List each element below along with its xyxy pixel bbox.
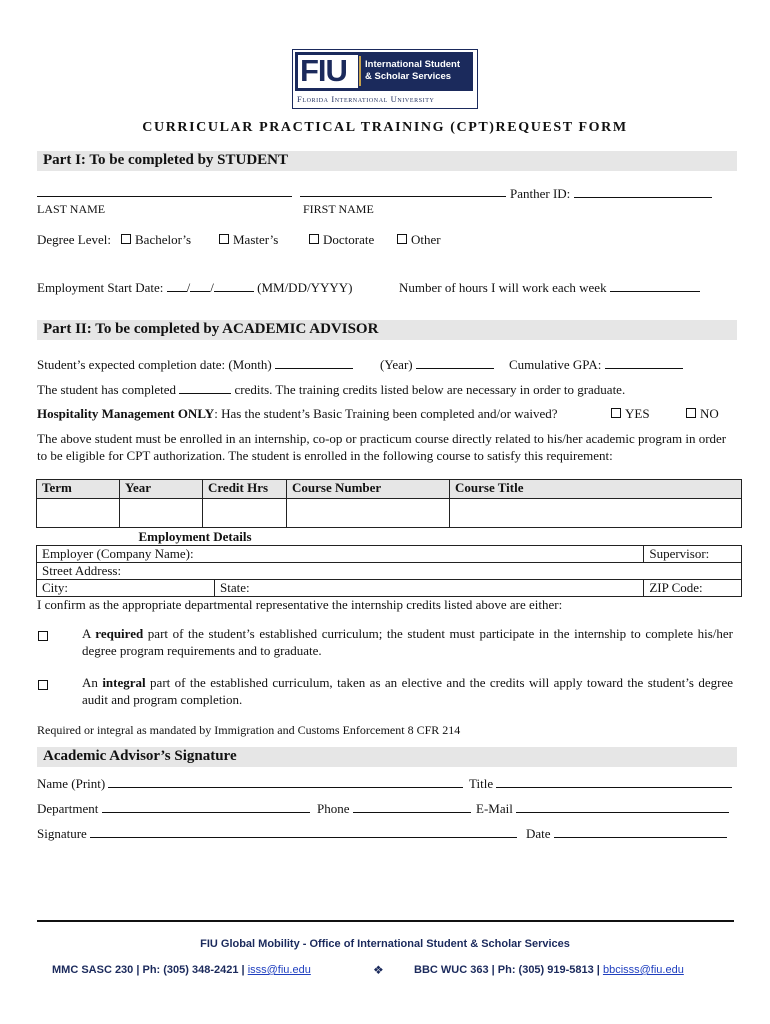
confirm-text: I confirm as the appropriate departmental representative the internship credits listed above are either: <box>37 597 563 612</box>
mandate-note: Required or integral as mandated by Immigration and Customs Enforcement 8 CFR 214 <box>37 723 461 737</box>
first-name-label: FIRST NAME <box>303 202 374 216</box>
footer-mmc: MMC SASC 230 | Ph: (305) 348-2421 | isss@fiu.edu <box>52 964 311 976</box>
bbc-email-link[interactable]: bbcisss@fiu.edu <box>602 964 684 976</box>
col-course-number: Course Number <box>287 480 450 499</box>
col-course-title: Course Title <box>450 480 742 499</box>
hospitality-no-checkbox[interactable]: NO <box>686 406 719 422</box>
col-credit-hrs: Credit Hrs <box>203 480 287 499</box>
footer-office: FIU Global Mobility - Office of International Student & Scholar Services <box>200 938 570 950</box>
name-line-first[interactable] <box>300 185 506 201</box>
panther-id-label: Panther ID: <box>510 186 571 201</box>
required-checkbox[interactable] <box>38 628 52 646</box>
part2-header: Part II: To be completed by ACADEMIC ADVISOR <box>37 320 737 340</box>
employer-field[interactable]: Employer (Company Name): <box>37 546 644 563</box>
degree-masters-checkbox[interactable]: Master’s <box>219 232 278 248</box>
footer-separator: ❖ <box>373 963 384 977</box>
completion-year-field[interactable]: (Year) <box>380 357 494 373</box>
part1-header: Part I: To be completed by STUDENT <box>37 151 737 171</box>
hours-per-week-field[interactable]: Number of hours I will work each week <box>399 280 700 296</box>
logo-line1: International Student <box>365 59 460 70</box>
course-table-row <box>37 499 742 528</box>
employment-details-header: Employment Details <box>138 529 252 544</box>
year-cell[interactable] <box>120 499 203 528</box>
signature-header: Academic Advisor’s Signature <box>37 747 737 767</box>
course-table-header <box>37 480 742 499</box>
zip-field[interactable]: ZIP Code: <box>644 580 742 597</box>
hospitality-yes-checkbox[interactable]: YES <box>611 406 650 422</box>
street-address-field[interactable]: Street Address: <box>37 563 742 580</box>
course-table <box>36 479 742 528</box>
date-field[interactable]: Date <box>526 826 727 842</box>
term-cell[interactable] <box>37 499 120 528</box>
degree-level-row <box>37 232 111 248</box>
degree-doctorate-checkbox[interactable]: Doctorate <box>309 232 374 248</box>
logo-line2: & Scholar Services <box>365 71 452 82</box>
hospitality-question: Hospitality Management ONLY: Has the student’s Basic Training been completed and/or waived? <box>37 406 558 421</box>
col-term: Term <box>37 480 120 499</box>
degree-level-label: Degree Level: <box>37 232 111 247</box>
degree-bachelors-checkbox[interactable]: Bachelor’s <box>121 232 191 248</box>
title-field[interactable]: Title <box>469 776 732 792</box>
footer-rule <box>37 920 734 922</box>
phone-field[interactable]: Phone <box>317 801 471 817</box>
email-field[interactable]: E-Mail <box>476 801 729 817</box>
fiu-logo <box>292 49 478 109</box>
degree-other-checkbox[interactable]: Other <box>397 232 441 248</box>
logo-mark: FIU <box>300 53 347 88</box>
start-date-field[interactable]: Employment Start Date: / / (MM/DD/YYYY) <box>37 280 353 295</box>
panther-id-field[interactable] <box>510 186 712 202</box>
credits-completed-field[interactable]: The student has completed credits. The training credits listed below are necessary in order to graduate. <box>37 382 626 397</box>
enrollment-text: The above student must be enrolled in an internship, co-op or practicum course directly related to his/her academic program in order to be eligible for CPT authorization. The student is enrolled in the following course to satisfy this requirement: <box>37 431 727 463</box>
department-field[interactable]: Department <box>37 801 310 817</box>
footer-bbc: BBC WUC 363 | Ph: (305) 919-5813 | bbcisss@fiu.edu <box>414 964 684 976</box>
course-number-cell[interactable] <box>287 499 450 528</box>
city-field[interactable]: City: <box>37 580 215 597</box>
col-year: Year <box>120 480 203 499</box>
credit-hrs-cell[interactable] <box>203 499 287 528</box>
gpa-field[interactable]: Cumulative GPA: <box>509 357 683 373</box>
mmc-email-link[interactable]: isss@fiu.edu <box>247 964 311 976</box>
name-print-field[interactable]: Name (Print) <box>37 776 463 792</box>
required-option-text: A required part of the student’s established curriculum; the student must participate in the internship to complete his/her degree program requirements and to graduate. <box>82 626 734 658</box>
integral-option-text: An integral part of the established curriculum, taken as an elective and the credits will apply toward the student’s degree audit and program completion. <box>82 675 734 707</box>
signature-field[interactable]: Signature <box>37 826 517 842</box>
course-title-cell[interactable] <box>450 499 742 528</box>
form-title: CURRICULAR PRACTICAL TRAINING (CPT)REQUEST FORM <box>142 120 628 135</box>
employment-table <box>36 545 742 597</box>
completion-month-field[interactable]: Student’s expected completion date: (Month) <box>37 357 353 373</box>
last-name-label: LAST NAME <box>37 202 106 216</box>
name-line-last[interactable] <box>37 185 292 201</box>
integral-checkbox[interactable] <box>38 677 52 695</box>
supervisor-field[interactable]: Supervisor: <box>644 546 742 563</box>
logo-sub: Florida International University <box>297 94 435 104</box>
state-field[interactable]: State: <box>215 580 644 597</box>
